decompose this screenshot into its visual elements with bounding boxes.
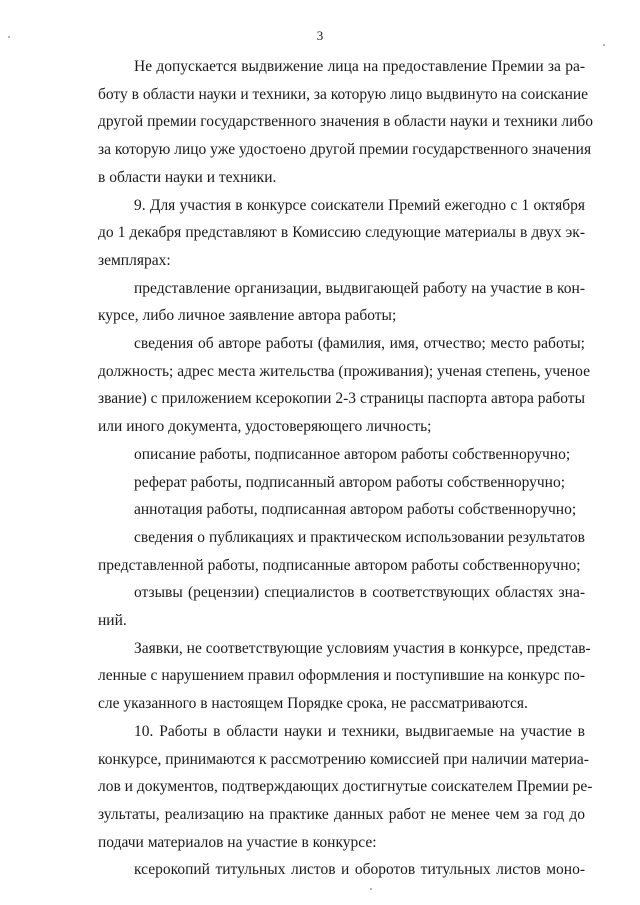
text-line: или иного документа, удостоверяющего личность;: [98, 418, 432, 435]
text-line: 9. Для участия в конкурсе соискатели Премий ежегодно с 1 октября: [134, 197, 585, 214]
text-line: курсе, либо личное заявление автора работы;: [98, 307, 397, 324]
text-line: отзывы (рецензии) специалистов в соответствующих областях зна-: [134, 584, 585, 601]
text-line: Не допускается выдвижение лица на предоставление Премии за ра-: [134, 58, 585, 75]
text-line: за которую лицо уже удостоено другой премии государственного значения: [98, 141, 592, 158]
text-line: 10. Работы в области науки и техники, выдвигаемые на участие в: [134, 723, 585, 740]
text-line: сведения о публикациях и практическом использовании результатов: [134, 529, 585, 546]
text-line: земплярах:: [98, 252, 171, 269]
scan-speck: [370, 888, 372, 890]
text-line: ксерокопий титульных листов и оборотов титульных листов моно-: [134, 861, 585, 878]
text-line: реферат работы, подписанный автором работы собственноручно;: [134, 474, 566, 491]
text-line: в области науки и техники.: [98, 169, 277, 186]
text-line: до 1 декабря представляют в Комиссию следующие материалы в двух эк-: [98, 224, 585, 241]
text-line: Заявки, не соответствующие условиям участия в конкурсе, представ-: [134, 640, 591, 657]
text-line: сведения об авторе работы (фамилия, имя, отчество; место работы;: [134, 335, 585, 352]
text-line: боту в области науки и техники, за которую лицо выдвинуто на соискание: [98, 86, 589, 103]
text-line: зультаты, реализацию на практике данных работ не менее чем за год до: [98, 806, 585, 823]
text-line: описание работы, подписанное автором работы собственноручно;: [134, 446, 571, 463]
text-line: должность; адрес места жительства (проживания); ученая степень, ученое: [98, 363, 590, 380]
text-line: представление организации, выдвигающей работу на участие в кон-: [134, 280, 585, 297]
page-number: 3: [316, 28, 324, 43]
scan-speck: [8, 36, 10, 38]
text-line: ленные с нарушением правил оформления и поступившие на конкурс по-: [98, 667, 585, 684]
text-line: представленной работы, подписанные автором работы собственноручно;: [98, 557, 581, 574]
text-line: подачи материалов на участие в конкурсе:: [98, 834, 377, 851]
text-line: аннотация работы, подписанная автором работы собственноручно;: [134, 501, 577, 518]
text-line: другой премии государственного значения в области науки и техники либо: [98, 113, 594, 130]
text-line: ний.: [98, 612, 127, 629]
text-line: конкурсе, принимаются к рассмотрению комиссией при наличии материа-: [98, 751, 589, 768]
text-line: сле указанного в настоящем Порядке срока, не рассматриваются.: [98, 695, 528, 712]
text-line: звание) с приложением ксерокопии 2-3 страницы паспорта автора работы: [98, 390, 585, 407]
text-line: лов и документов, подтверждающих достигнутые соискателем Премии ре-: [98, 778, 593, 795]
scan-speck: [603, 44, 605, 46]
